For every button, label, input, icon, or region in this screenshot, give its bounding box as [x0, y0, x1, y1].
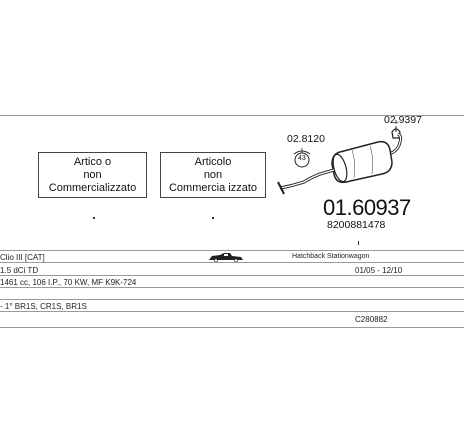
model-cell: Clio III [CAT] — [0, 253, 45, 262]
row-divider-5 — [0, 311, 464, 312]
placeholder-line: Commercia izzato — [168, 181, 258, 194]
placeholder-line: non — [203, 168, 223, 181]
engine-codes-cell: - 1° BR1S, CR1S, BR1S — [0, 302, 87, 311]
placeholder-dot — [93, 217, 95, 219]
placeholder-line: non — [83, 168, 102, 181]
oem-code: 8200881478 — [327, 219, 386, 231]
muffler — [331, 142, 392, 183]
engine-details-cell: 1461 cc, 106 I.P., 70 KW, MF K9K-724 — [0, 278, 137, 287]
hatchback-car-icon — [208, 252, 244, 262]
row-divider-2 — [0, 275, 464, 276]
row-divider-1 — [0, 262, 464, 263]
part-label-clamp: 02.8120 — [287, 133, 325, 145]
not-commercialized-box-2 — [160, 152, 266, 198]
placeholder-line: Articolo — [194, 155, 232, 168]
row-divider-3 — [0, 287, 464, 288]
row-divider-6 — [0, 327, 464, 328]
clamp-badge-number: 43 — [298, 155, 306, 162]
main-part-code: 01.60937 — [323, 195, 411, 220]
placeholder-line: Commercializzato — [48, 181, 137, 194]
code-tick — [358, 241, 359, 245]
row-divider-4 — [0, 299, 464, 300]
years-cell: 01/05 - 12/10 — [355, 266, 403, 275]
placeholder-dot — [212, 217, 214, 219]
not-commercialized-box-1 — [38, 152, 147, 198]
engine-cell: 1.5 dCi TD — [0, 266, 39, 275]
catalog-code-cell: C280882 — [355, 315, 388, 324]
table-top-divider — [0, 250, 464, 251]
placeholder-line: Artico o — [73, 155, 112, 168]
part-label-hanger: 02.9397 — [384, 114, 422, 126]
body-type-cell: Hatchback Stationwagon — [292, 253, 370, 260]
